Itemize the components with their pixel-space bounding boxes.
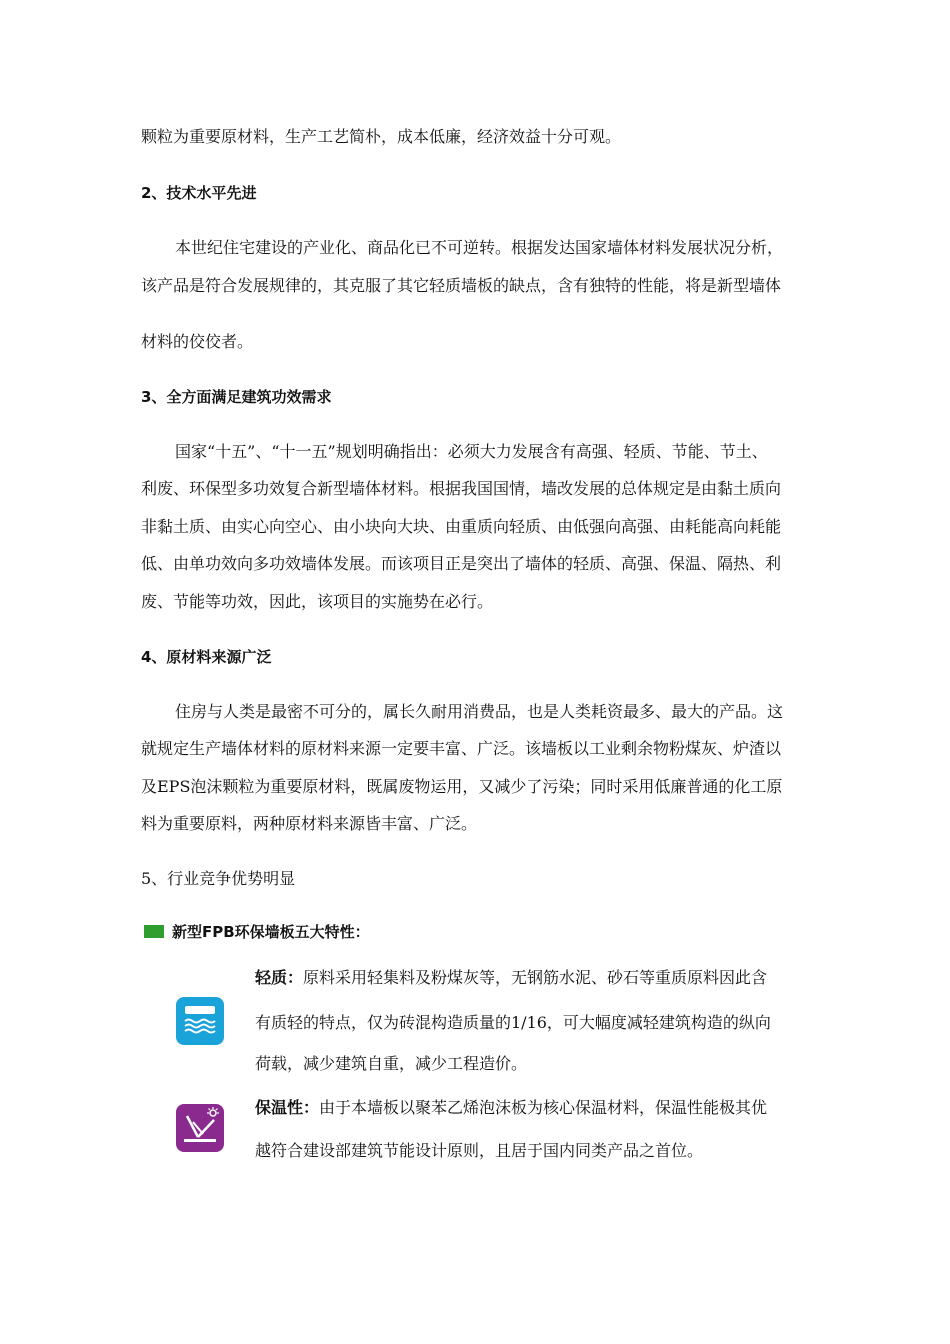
feature-light-line: 荷载，减少建筑自重，减少工程造价。 [255, 1054, 528, 1073]
feature-thermal-text: 由于本墙板以聚苯乙烯泡沫板为核心保温材料，保温性能极其优 [319, 1098, 768, 1117]
green-square-icon [144, 925, 164, 938]
feature-thermal-line: 越符合建设部建筑节能设计原则，且居于国内同类产品之首位。 [255, 1141, 704, 1160]
paragraph-line: 料为重要原料，两种原材料来源皆丰富、广泛。 [141, 814, 478, 833]
feature-light-title: 轻质： [255, 968, 304, 987]
section-heading-3: 3、全方面满足建筑功效需求 [141, 388, 332, 406]
paragraph-line: 住房与人类是最密不可分的，属长久耐用消费品，也是人类耗资最多、最大的产品。这 [175, 702, 784, 721]
feature-light-line [255, 967, 767, 989]
paragraph-line: 非黏土质、由实心向空心、由小块向大块、由重质向轻质、由低强向高强、由耗能高向耗能 [141, 517, 782, 536]
paragraph-line: 本世纪住宅建设的产业化、商品化已不可逆转。根据发达国家墙体材料发展状况分析， [175, 238, 784, 257]
paragraph-line: 该产品是符合发展规律的，其克服了其它轻质墙板的缺点，含有独特的性能，将是新型墙体 [141, 276, 782, 295]
paragraph-line: 就规定生产墙体材料的原材料来源一定要丰富、广泛。该墙板以工业剩余物粉煤灰、炉渣以 [141, 739, 782, 758]
section-heading-5: 5、行业竞争优势明显 [141, 869, 296, 888]
paragraph-line: 废、节能等功效，因此，该项目的实施势在必行。 [141, 592, 494, 611]
feature-thermal-title: 保温性： [255, 1098, 320, 1117]
paragraph-line: 利废、环保型多功效复合新型墙体材料。根据我国国情，墙改发展的总体规定是由黏土质向 [141, 479, 782, 498]
paragraph-line: 国家“十五”、“十一五”规划明确指出：必须大力发展含有高强、轻质、节能、节土、 [175, 442, 768, 461]
section-heading-2: 2、技术水平先进 [141, 184, 257, 202]
paragraph-line: 颗粒为重要原材料，生产工艺简朴，成本低廉，经济效益十分可观。 [141, 127, 622, 146]
section-heading-4: 4、原材料来源广泛 [141, 648, 272, 666]
feature-thermal-line [255, 1097, 767, 1119]
feature-light-text: 原料采用轻集料及粉煤灰等，无钢筋水泥、砂石等重质原料因此含 [303, 968, 768, 987]
feature-light-line: 有质轻的特点，仅为砖混构造质量的1/16，可大幅度减轻建筑构造的纵向 [255, 1013, 771, 1032]
paragraph-line: 低、由单功效向多功效墙体发展。而该项目正是突出了墙体的轻质、高强、保温、隔热、利 [141, 554, 782, 573]
paragraph-line: 材料的佼佼者。 [141, 332, 254, 351]
paragraph-line: 及EPS泡沫颗粒为重要原材料，既属废物运用，又减少了污染；同时采用低廉普通的化工原 [141, 777, 783, 796]
sun-insulation-icon [176, 1104, 224, 1152]
fpb-features-title: 新型FPB环保墙板五大特性： [172, 923, 370, 941]
water-wave-icon [176, 997, 224, 1045]
